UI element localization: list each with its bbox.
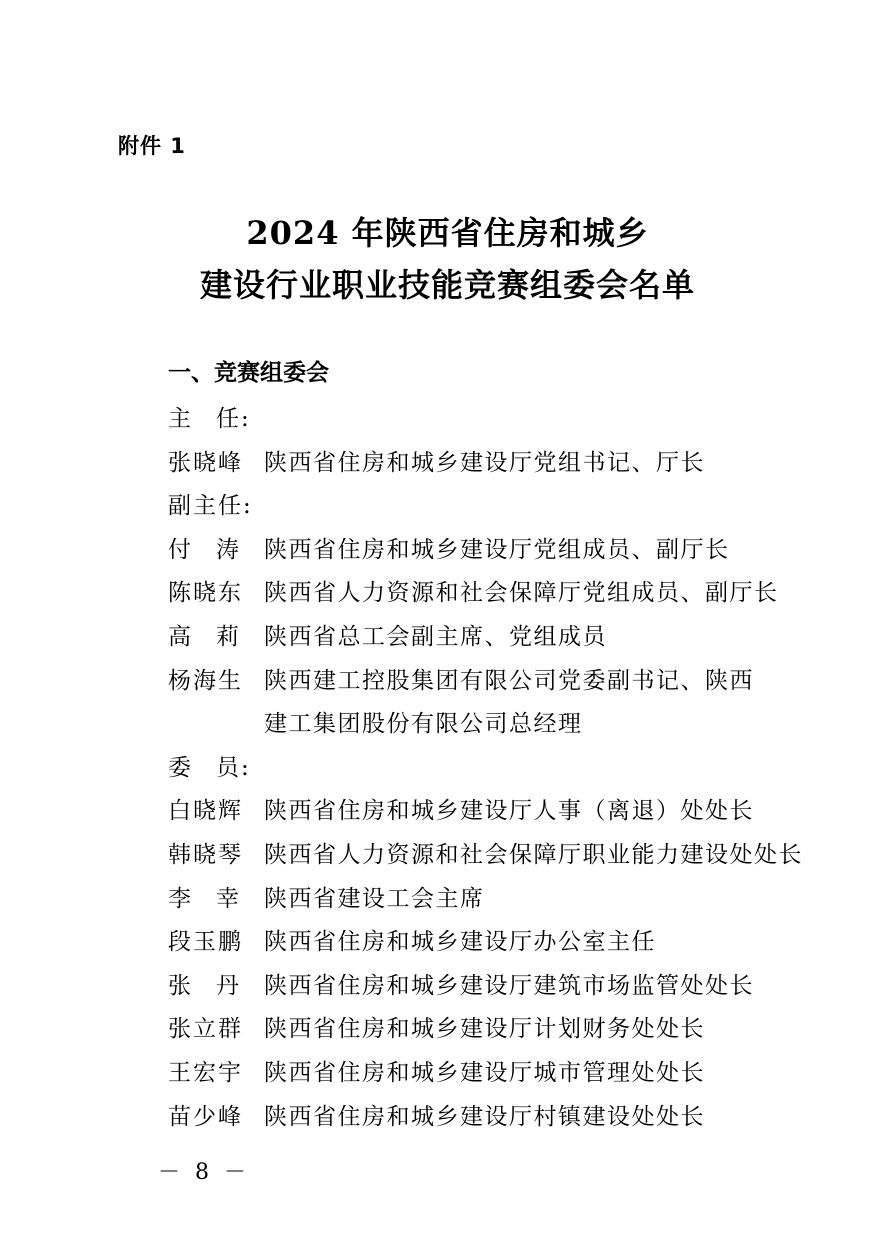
member-post: 陕西省建设工会主席 [264,885,485,912]
member-post: 陕西省人力资源和社会保障厅职业能力建设处处长 [264,841,803,868]
name-char: 莉 [216,623,239,650]
list-item [168,878,808,922]
member-post: 陕西省总工会副主席、党组成员 [264,623,607,650]
list-item [168,834,808,878]
list-item [168,572,808,616]
list-item [168,1096,808,1140]
role-char: 员: [216,754,251,781]
role-label-member [168,747,808,791]
member-name [168,616,264,660]
member-name: 陈晓东 [168,580,243,607]
name-char: 丹 [216,972,239,999]
member-post: 陕西省住房和城乡建设厅城市管理处处长 [264,1059,705,1086]
list-item [168,1052,808,1096]
list-item [168,616,808,660]
committee-list [168,398,808,1139]
name-char: 幸 [216,885,239,912]
attachment-label: 附件 1 [118,134,186,158]
list-item [168,921,808,965]
member-post: 陕西省住房和城乡建设厅党组书记、厅长 [264,449,705,476]
member-name: 张立群 [168,1016,243,1043]
name-char: 涛 [216,536,239,563]
list-item [168,1008,808,1052]
member-name: 王宏宇 [168,1059,243,1086]
member-name: 张晓峰 [168,449,243,476]
role-label-director [168,398,808,442]
member-name [168,529,264,573]
member-name: 段玉鹏 [168,929,243,956]
member-name: 杨海生 [168,667,243,694]
name-char: 高 [168,623,191,650]
list-item [168,529,808,573]
member-post-continuation: 建工集团股份有限公司总经理 [264,711,583,738]
member-post: 陕西省住房和城乡建设厅办公室主任 [264,929,656,956]
role-label-deputy: 副主任: [168,493,253,520]
list-item [168,660,808,704]
list-item [168,965,808,1009]
name-char: 张 [168,972,191,999]
document-title-line-2: 建设行业职业技能竞赛组委会名单 [199,266,695,304]
role-char: 主 [168,406,193,432]
member-post: 陕西省人力资源和社会保障厅党组成员、副厅长 [264,580,779,607]
role-char: 委 [168,754,193,781]
member-name: 白晓辉 [168,798,243,825]
member-name [168,878,264,922]
member-post: 陕西建工控股集团有限公司党委副书记、陕西 [264,667,754,694]
role-char: 任: [216,406,251,432]
page-number: － 8 － [158,1160,250,1185]
list-item [168,442,808,486]
member-post: 陕西省住房和城乡建设厅人事（离退）处处长 [264,798,754,825]
member-name: 苗少峰 [168,1103,243,1130]
member-post: 陕西省住房和城乡建设厅村镇建设处处长 [264,1103,705,1130]
member-post: 陕西省住房和城乡建设厅建筑市场监管处处长 [264,972,754,999]
member-name [168,965,264,1009]
member-name: 韩晓琴 [168,841,243,868]
name-char: 付 [168,536,191,563]
member-post: 陕西省住房和城乡建设厅计划财务处处长 [264,1016,705,1043]
document-title-line-1: 2024 年陕西省住房和城乡 [246,214,649,252]
name-char: 李 [168,885,191,912]
member-post: 陕西省住房和城乡建设厅党组成员、副厅长 [264,536,730,563]
list-item [168,790,808,834]
section-heading: 一、竞赛组委会 [168,360,329,386]
